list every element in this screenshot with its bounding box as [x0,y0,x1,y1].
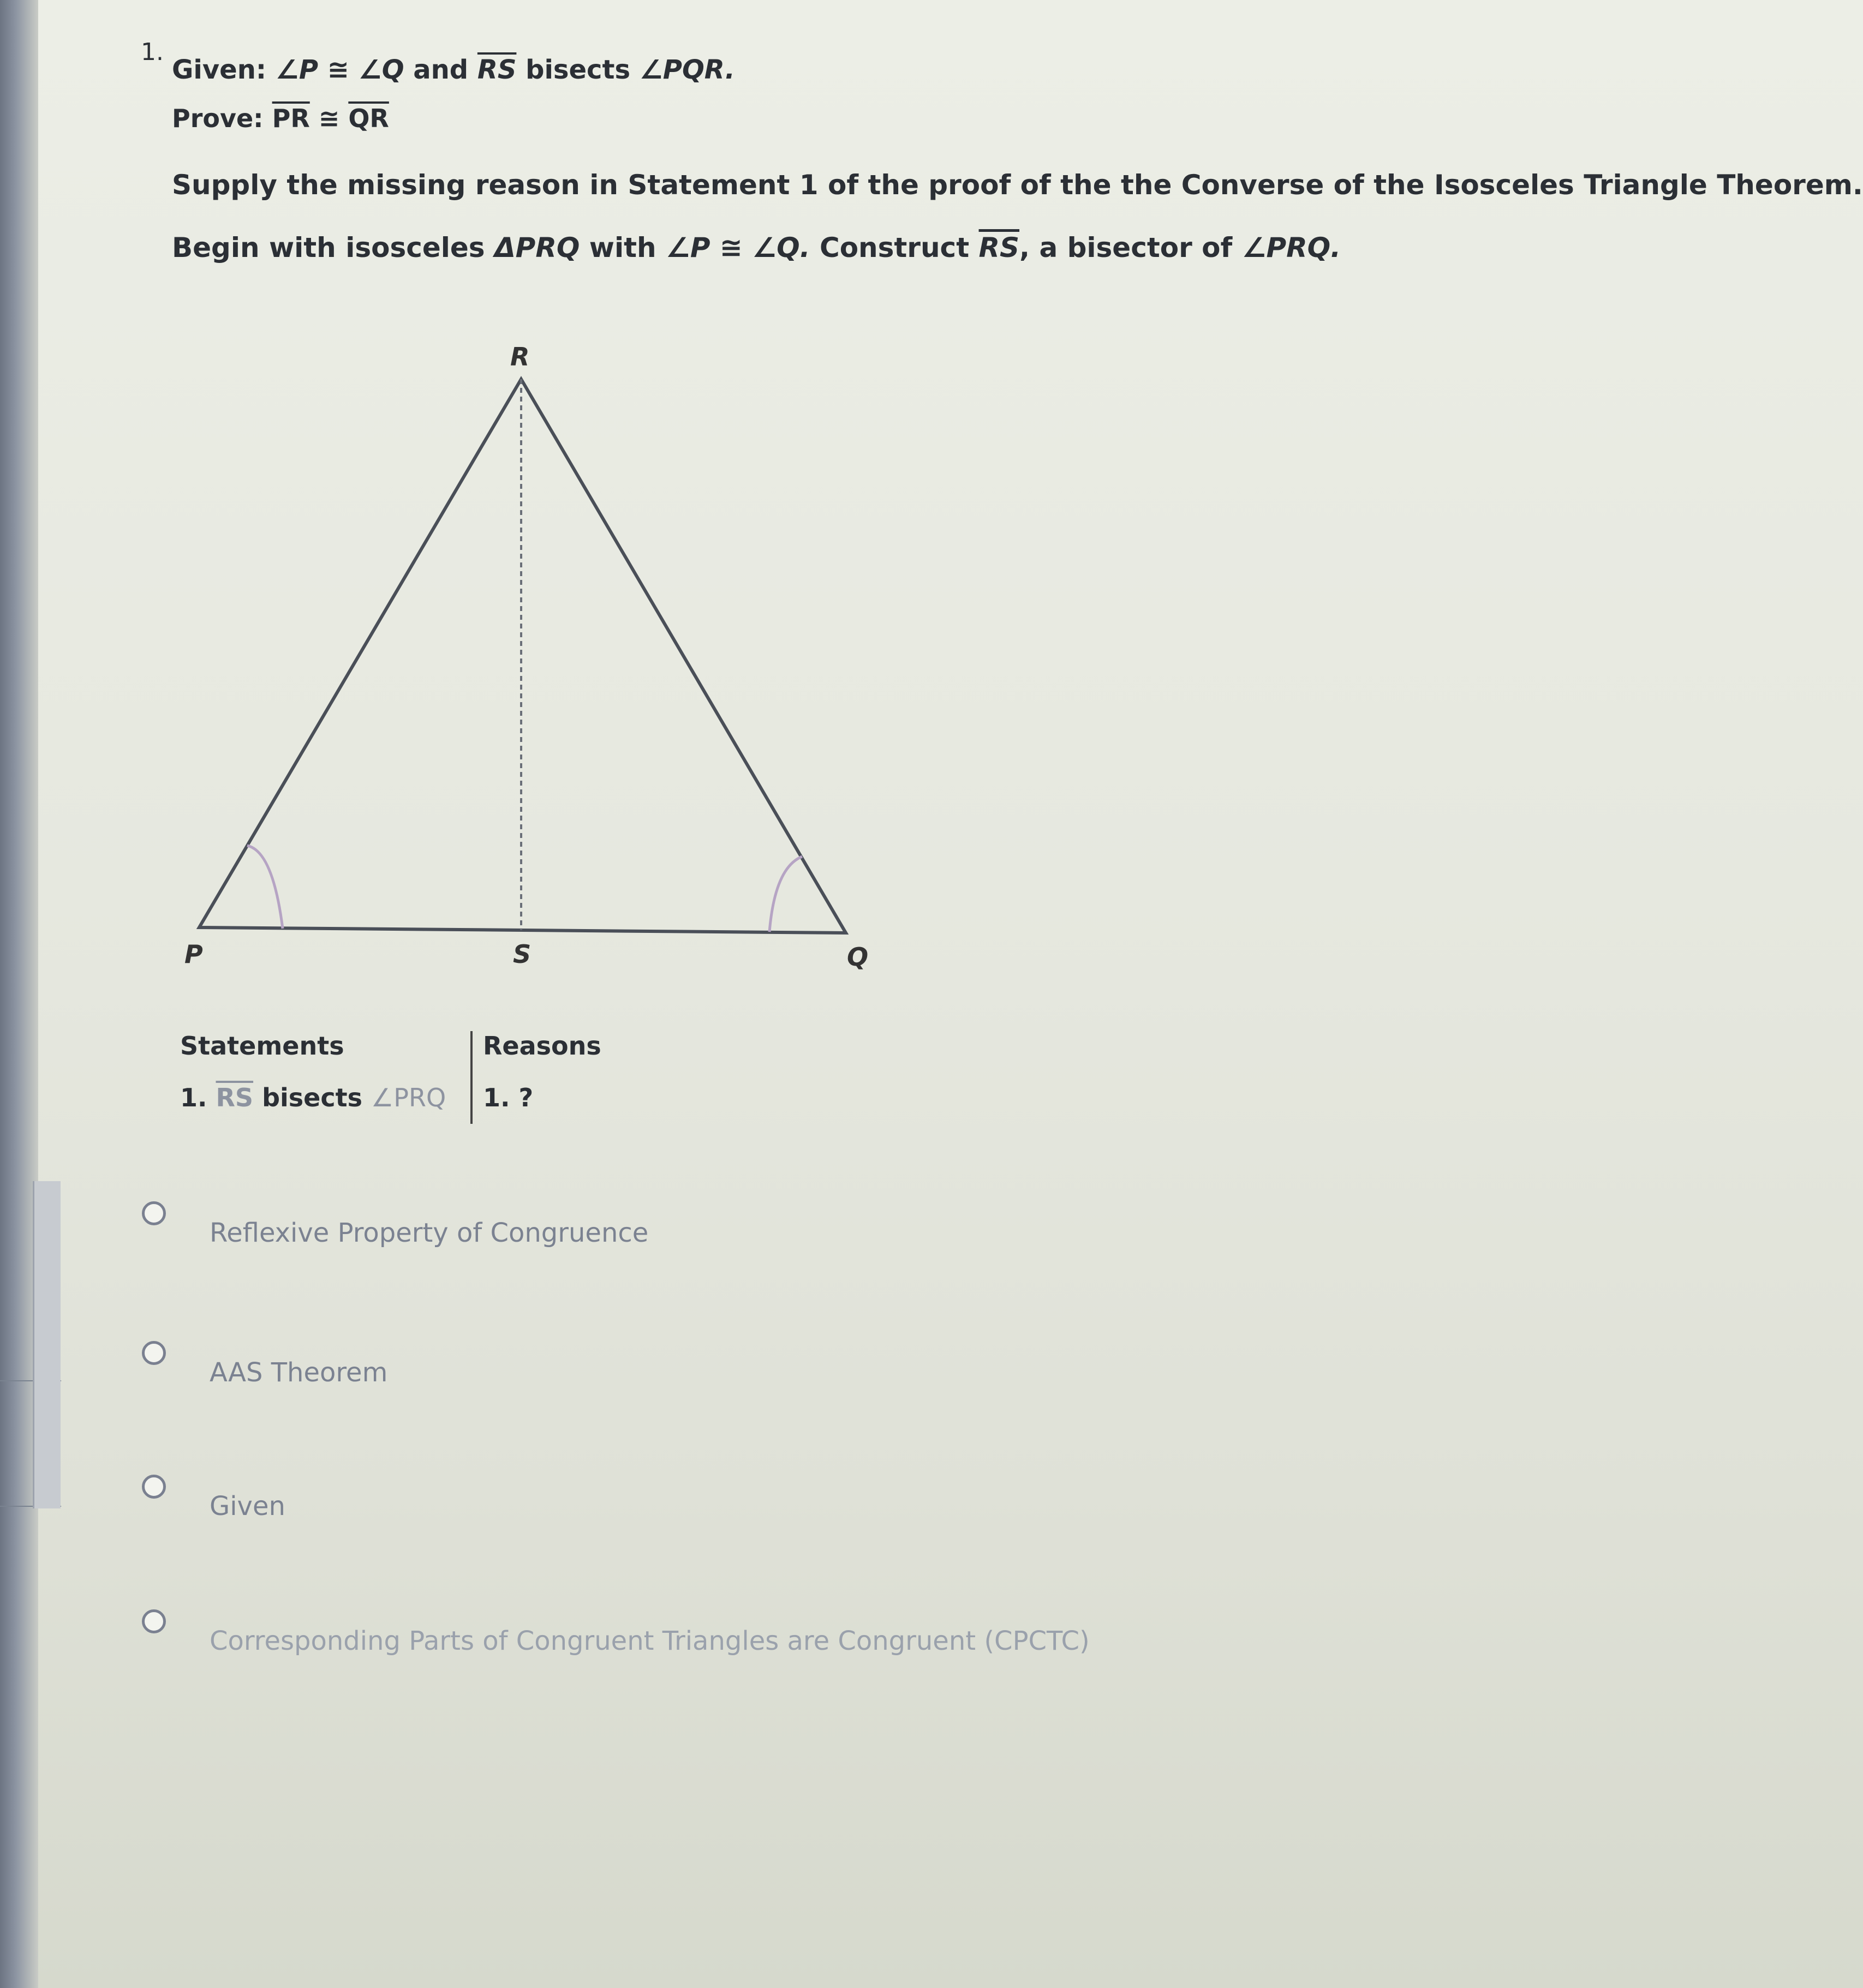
segment-rs: $\overline{RS}$ [477,55,517,85]
statements-header: Statements [180,1031,344,1061]
prove-line: Prove: $\overline{PR}$ ≅ $\overline{QR}$ [172,104,389,133]
answer-option-1[interactable] [142,1218,648,1248]
triangle-prq [199,379,846,933]
segment-pr: $\overline{PR}$ [272,104,310,133]
vertex-r-label: R [510,342,530,372]
scrollbar[interactable] [33,1181,61,1508]
table-divider [470,1031,473,1124]
triangle-diagram [164,327,895,982]
question-number: 1. [141,38,164,66]
vertex-s-label: S [513,939,532,969]
reasons-header: Reasons [483,1031,601,1061]
segment-qr: $\overline{QR}$ [348,104,389,133]
vertex-p-label: P [184,939,203,969]
instruction-text: Supply the missing reason in Statement 1 of the proof of the the Converse of the Isosceles Triangle Theorem. [172,169,1863,201]
answer-option-2[interactable] [142,1357,387,1388]
angle-q-arc [769,857,802,932]
left-window-edge [0,0,38,1988]
option-label[interactable]: Given [210,1491,285,1522]
answer-option-3[interactable] [142,1491,285,1522]
radio-button[interactable] [142,1609,166,1633]
angle-p-arc [247,846,283,929]
given-line: Given: ∠P ≅ ∠Q and $\overline{RS}$ bisects ∠PQR. [172,55,735,85]
option-label[interactable]: AAS Theorem [210,1357,388,1388]
given-label: Given: [172,55,267,85]
radio-button[interactable] [142,1201,166,1225]
answer-option-4[interactable] [142,1626,1090,1656]
vertex-q-label: Q [847,942,869,972]
reason-1: 1. ? [483,1083,534,1112]
radio-button[interactable] [142,1341,166,1365]
option-label[interactable]: Corresponding Parts of Congruent Triangles are Congruent (CPCTC) [210,1626,1090,1656]
radio-button[interactable] [142,1475,166,1499]
prove-label: Prove: [172,104,264,133]
option-label[interactable]: Reflexive Property of Congruence [210,1218,649,1248]
begin-text: Begin with isosceles ΔPRQ with ∠P ≅ ∠Q. Construct $\overline{RS}$, a bisector of ∠PRQ. [172,232,1341,264]
statement-1: 1. $\overline{RS}$ bisects ∠PRQ [180,1083,446,1112]
